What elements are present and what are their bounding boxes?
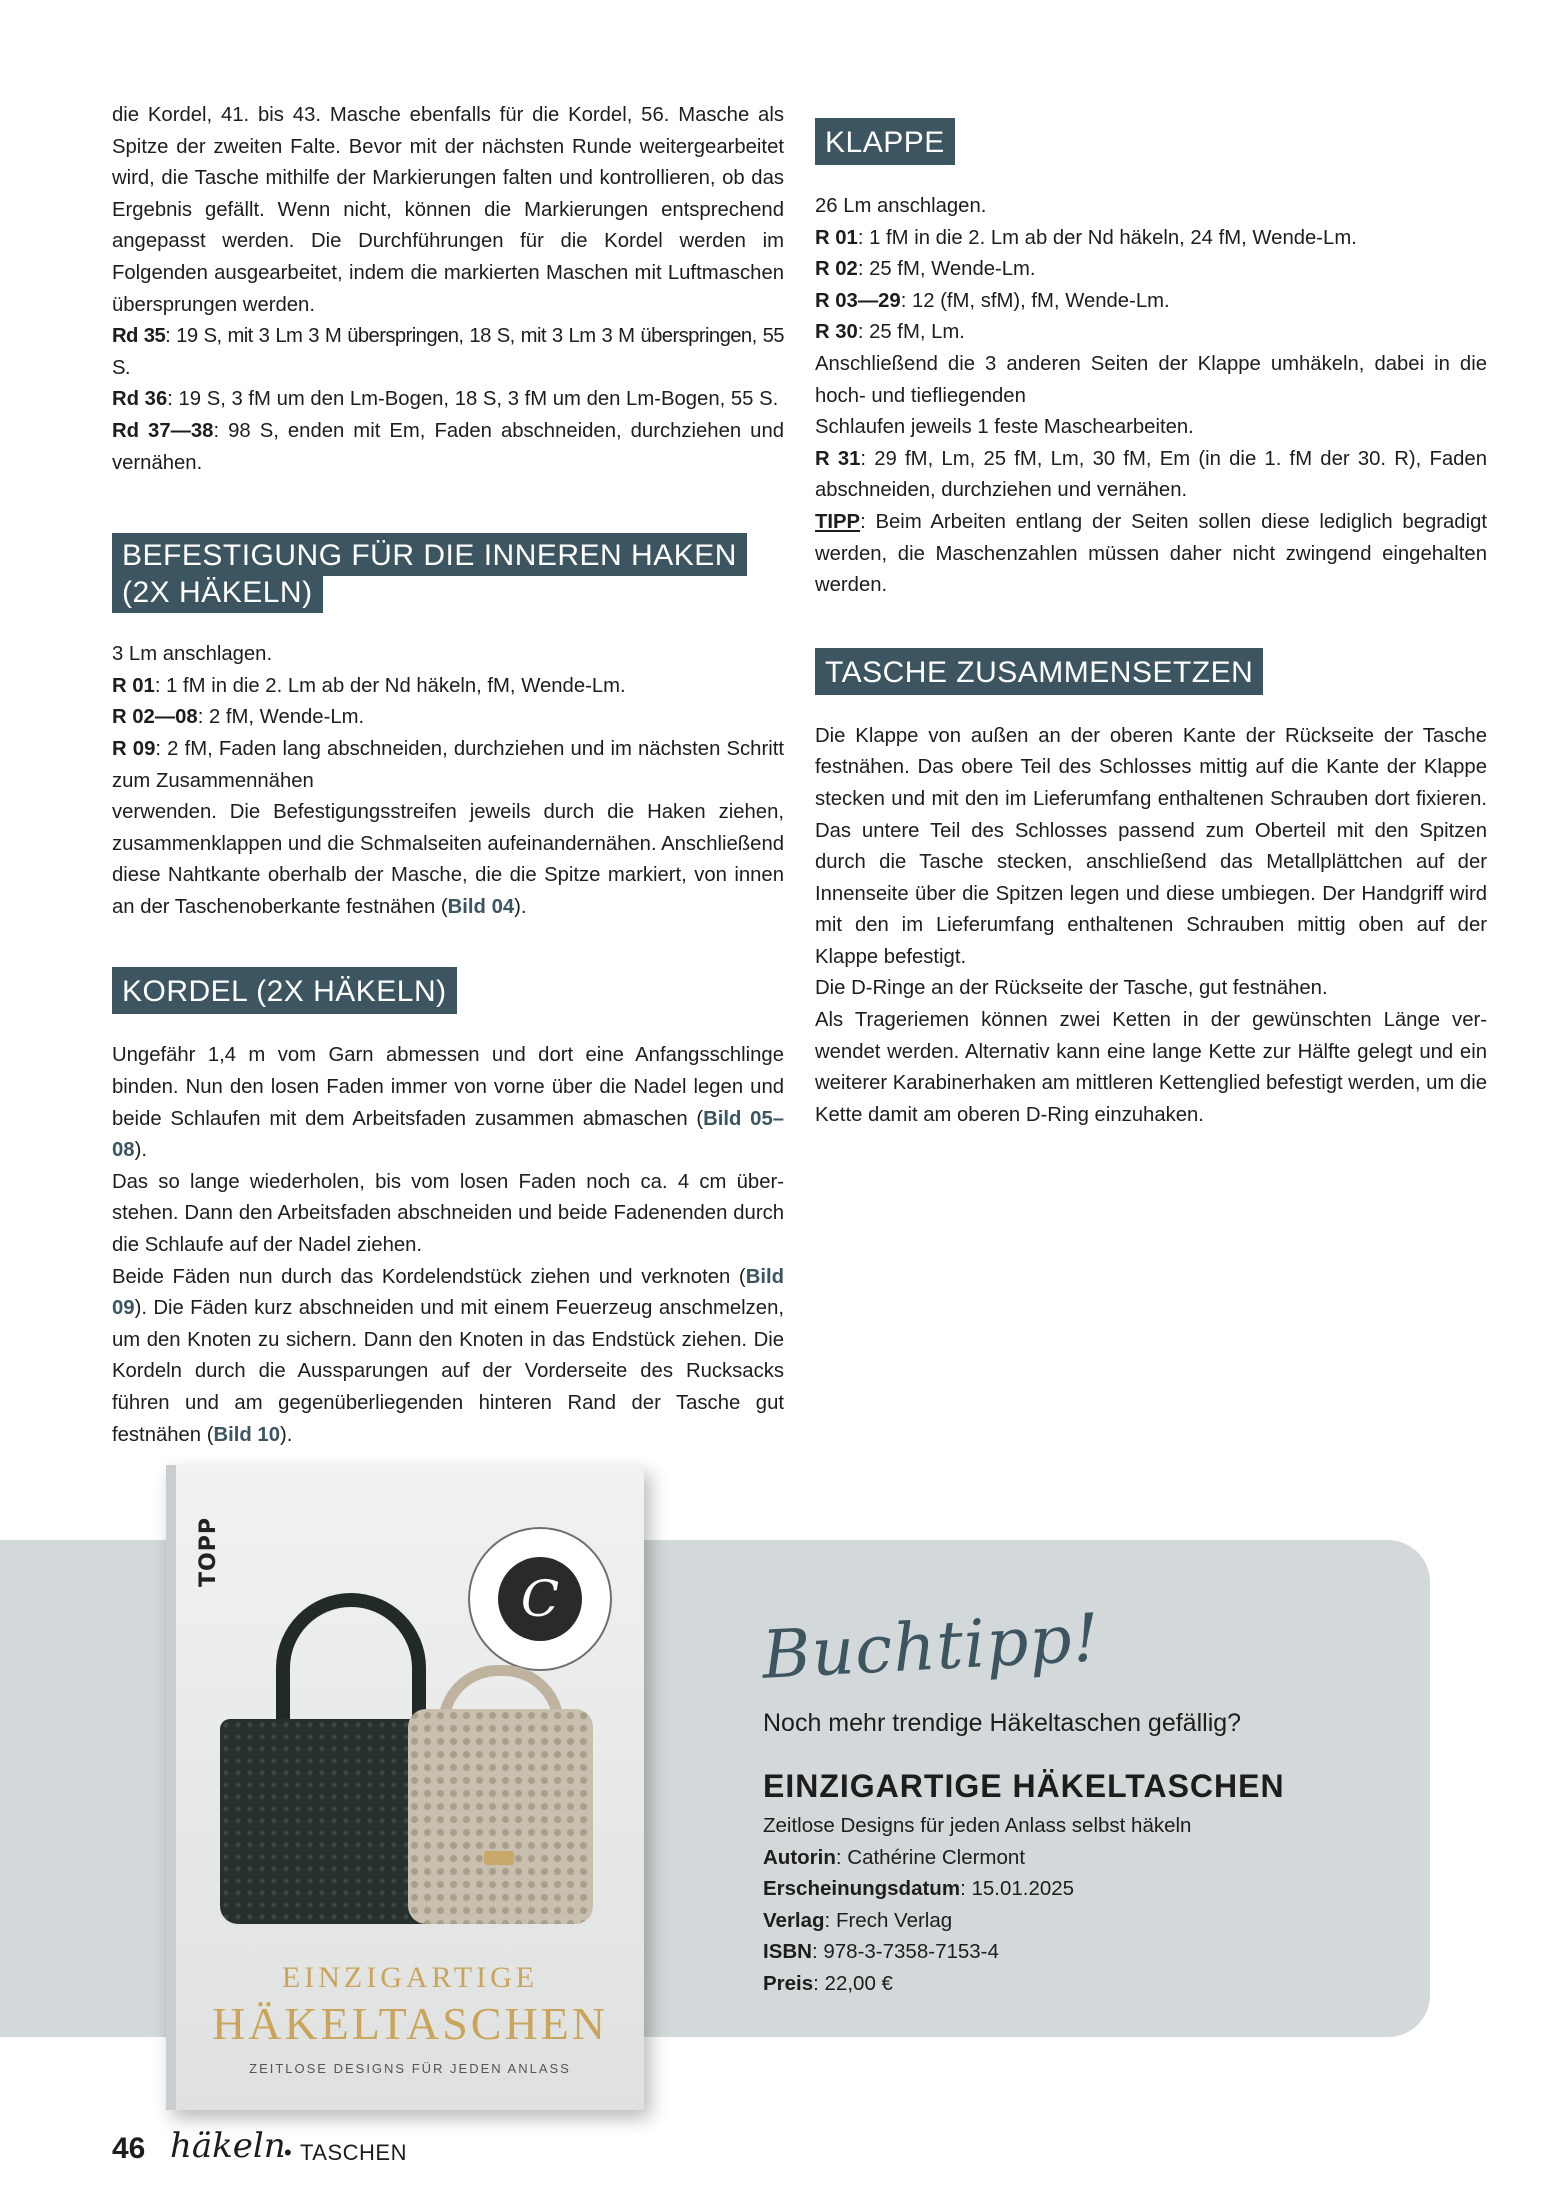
befestigung-row-01: R 01: 1 fM in die 2. Lm ab der Nd häkeln, fM, Wende-Lm. (112, 674, 626, 697)
footer-section: TASCHEN (300, 2140, 407, 2165)
befestigung-row-09: R 09: 2 fM, Faden lang abschneiden, durchziehen und im nächsten Schritt zum Zusammennähen (112, 737, 784, 792)
book-subtitle: ZEITLOSE DESIGNS FÜR JEDEN ANLASS (249, 2061, 571, 2076)
book-author-seal (468, 1527, 612, 1671)
befestigung-paragraph: verwenden. Die Befestigungsstreifen jeweils durch die Haken ziehen, zusammenklappen und die Schmalseiten aufeinandernähen. Anschließend diese Nahtkante oberhalb der Masche, die die Spitze markiert, von innen an der Taschenoberkante festnähen (Bild 04). (112, 801, 784, 918)
klappe-start: 26 Lm anschlagen. (815, 195, 987, 217)
klappe-heading-wrap (815, 118, 1487, 165)
magazine-brand: häkeln (170, 2126, 286, 2166)
klappe-row-03-29: R 03—29: 12 (fM, sfM), fM, Wende-Lm. (815, 289, 1170, 312)
zusammen-paragraph-3: Als Trageriemen können zwei Ketten in der gewünschten Länge verwendet werden. Alternativ kann eine lange Kette zur Hälfte gelegt und ein weiterer Karabinerhaken am mittleren Kettenglied befestigt werden, um die Kette damit am oberen D-Ring einzuhaken. (815, 1009, 1487, 1126)
zusammen-paragraph-2: Die D-Ringe an der Rückseite der Tasche, gut festnähen. (815, 977, 1328, 1000)
promo-question: Noch mehr trendige Häkeltaschen gefällig? (763, 1709, 1242, 1737)
promo-detail-isbn: ISBN: 978-3-7358-7153-4 (763, 1940, 999, 1963)
befestigung-start: 3 Lm anschlagen. (112, 643, 273, 666)
book-publisher-logo: TOPP (196, 1517, 221, 1587)
klappe-heading: KLAPPE (815, 118, 955, 165)
book-title-line1: EINZIGARTIGE (281, 1961, 539, 1994)
book-seal-letter: C (498, 1557, 582, 1641)
klappe-tipp: TIPP: Beim Arbeiten entlang der Seiten sollen diese lediglich begradigt werden, die Maschenzahlen müssen daher nicht zwingend eingehalten werden. (815, 510, 1487, 597)
intro-paragraph: die Kordel, 41. bis 43. Masche ebenfalls für die Kordel, 56. Masche als Spitze der zweiten Falte. Bevor mit der nächsten Runde weitergearbeitet wird, die Tasche mithilfe der Markierungen falten und kontrollieren, ob das Ergebnis gefällt. Wenn nicht, können die Markierungen entsprechend angepasst werden. Die Durchführungen für die Kordel werden im Folgenden ausgearbeitet, indem die markierten Maschen mit Luftmaschen übersprungen werden. (112, 104, 784, 316)
klappe-paragraph-1: Anschließend die 3 anderen Seiten der Klappe umhäkeln, dabei in die hoch- und tiefliegenden (815, 352, 1487, 407)
klappe-row-01: R 01: 1 fM in die 2. Lm ab der Nd häkeln, 24 fM, Wende-Lm. (815, 226, 1357, 249)
left-column (112, 100, 784, 1451)
kordel-paragraph-3: Beide Fäden nun durch das Kordelendstück ziehen und verknoten (Bild 09). Die Fäden kurz abschneiden und mit einem Feuerzeug anschmelzen, um den Knoten zu sichern. Dann den Knoten in das Endstück ziehen. Die Kordeln durch die Aussparungen auf der Vorderseite des Rucksacks führen und am gegenüberliegenden hinteren Rand der Tasche gut festnähen (Bild 10). (112, 1265, 784, 1446)
klappe-row-02: R 02: 25 fM, Wende-Lm. (815, 258, 1036, 281)
page-number: 46 (112, 2132, 146, 2165)
light-bag-image (408, 1709, 593, 1924)
promo-detail-date: Erscheinungsdatum: 15.01.2025 (763, 1877, 1075, 1900)
zusammen-heading: TASCHE ZUSAMMENSETZEN (815, 648, 1263, 695)
befestigung-row-02-08: R 02—08: 2 fM, Wende-Lm. (112, 706, 365, 729)
promo-detail-price: Preis: 22,00 € (763, 1971, 893, 1995)
kordel-heading: KORDEL (2X HÄKELN) (112, 967, 457, 1014)
klappe-row-30: R 30: 25 fM, Lm. (815, 321, 965, 344)
bild-04-link[interactable]: Bild 04 (447, 895, 515, 918)
book-title-line2: HÄKELTASCHEN (211, 1998, 609, 2049)
right-column (815, 118, 1487, 1131)
kordel-paragraph-2: Das so lange wiederholen, bis vom losen Faden noch ca. 4 cm überstehen. Dann den Arbeitsfaden abschneiden und beide Fadenenden durch die Schlaufe auf der Nadel ziehen. (112, 1170, 784, 1257)
zusammen-paragraph-1: Die Klappe von außen an der oberen Kante der Rückseite der Tasche festnähen. Das obere Teil des Schlosses mittig auf die Kante der Klappe stecken und mit den im Lieferumfang enthaltenen Schrauben dort fixieren. Das untere Teil des Schlosses passend zum Oberteil mit den Spitzen durch die Tasche stecken, anschließend das Metallplättchen auf der Innenseite über die Spitzen legen und diese umbiegen. Der Handgriff wird mit den im Lieferumfang enthaltenen Schrauben mittig oben auf der Klappe befestigt. (815, 724, 1487, 968)
buchtipp-details (763, 1706, 1383, 1999)
footer-separator: • (284, 2140, 292, 2165)
befestigung-heading-line1: BEFESTIGUNG FÜR DIE INNEREN HAKEN (112, 533, 747, 576)
promo-detail-publisher: Verlag: Frech Verlag (763, 1908, 953, 1932)
klappe-row-31: R 31: 29 fM, Lm, 25 fM, Lm, 30 fM, Em (in die 1. fM der 30. R), Faden abschneiden, durchziehen und vernähen. (815, 447, 1487, 502)
bild-10-link[interactable]: Bild 10 (213, 1423, 280, 1446)
promo-book-title: EINZIGARTIGE HÄKELTASCHEN (763, 1768, 1285, 1804)
befestigung-heading-line2: (2X HÄKELN) (112, 576, 323, 613)
buchtipp-badge: Buchtipp! (760, 1599, 1102, 1694)
kordel-paragraph-1: Ungefähr 1,4 m vom Garn abmessen und dort eine Anfangsschlinge binden. Nun den losen Faden immer von vorne über die Nadel legen und beide Schlaufen mit dem Arbeitsfaden zusammen abmaschen (Bild 05–08). (112, 1044, 785, 1162)
promo-book-subtitle: Zeitlose Designs für jeden Anlass selbst häkeln (763, 1814, 1192, 1837)
bild-05-08-link[interactable]: Bild 05–08 (112, 1107, 785, 1162)
klappe-paragraph-2: Schlaufen jeweils 1 feste Maschearbeiten. (815, 416, 1194, 439)
zusammen-heading-wrap (815, 648, 1487, 695)
bag-clasp (484, 1851, 514, 1865)
kordel-heading-wrap (112, 967, 784, 1014)
row-rd35: Rd 35: 19 S, mit 3 Lm 3 M überspringen, 18 S, mit 3 Lm 3 M überspringen, 55 S. (112, 325, 784, 379)
row-rd36: Rd 36: 19 S, 3 fM um den Lm-Bogen, 18 S, 3 fM um den Lm-Bogen, 55 S. (112, 388, 779, 411)
promo-detail-author: Autorin: Cathérine Clermont (763, 1845, 1026, 1869)
befestigung-heading (112, 533, 784, 613)
bild-09-link[interactable]: Bild 09 (112, 1265, 784, 1320)
book-cover[interactable] (166, 1465, 644, 2110)
row-rd37-38: Rd 37—38: 98 S, enden mit Em, Faden abschneiden, durchziehen und vernähen. (112, 419, 784, 474)
